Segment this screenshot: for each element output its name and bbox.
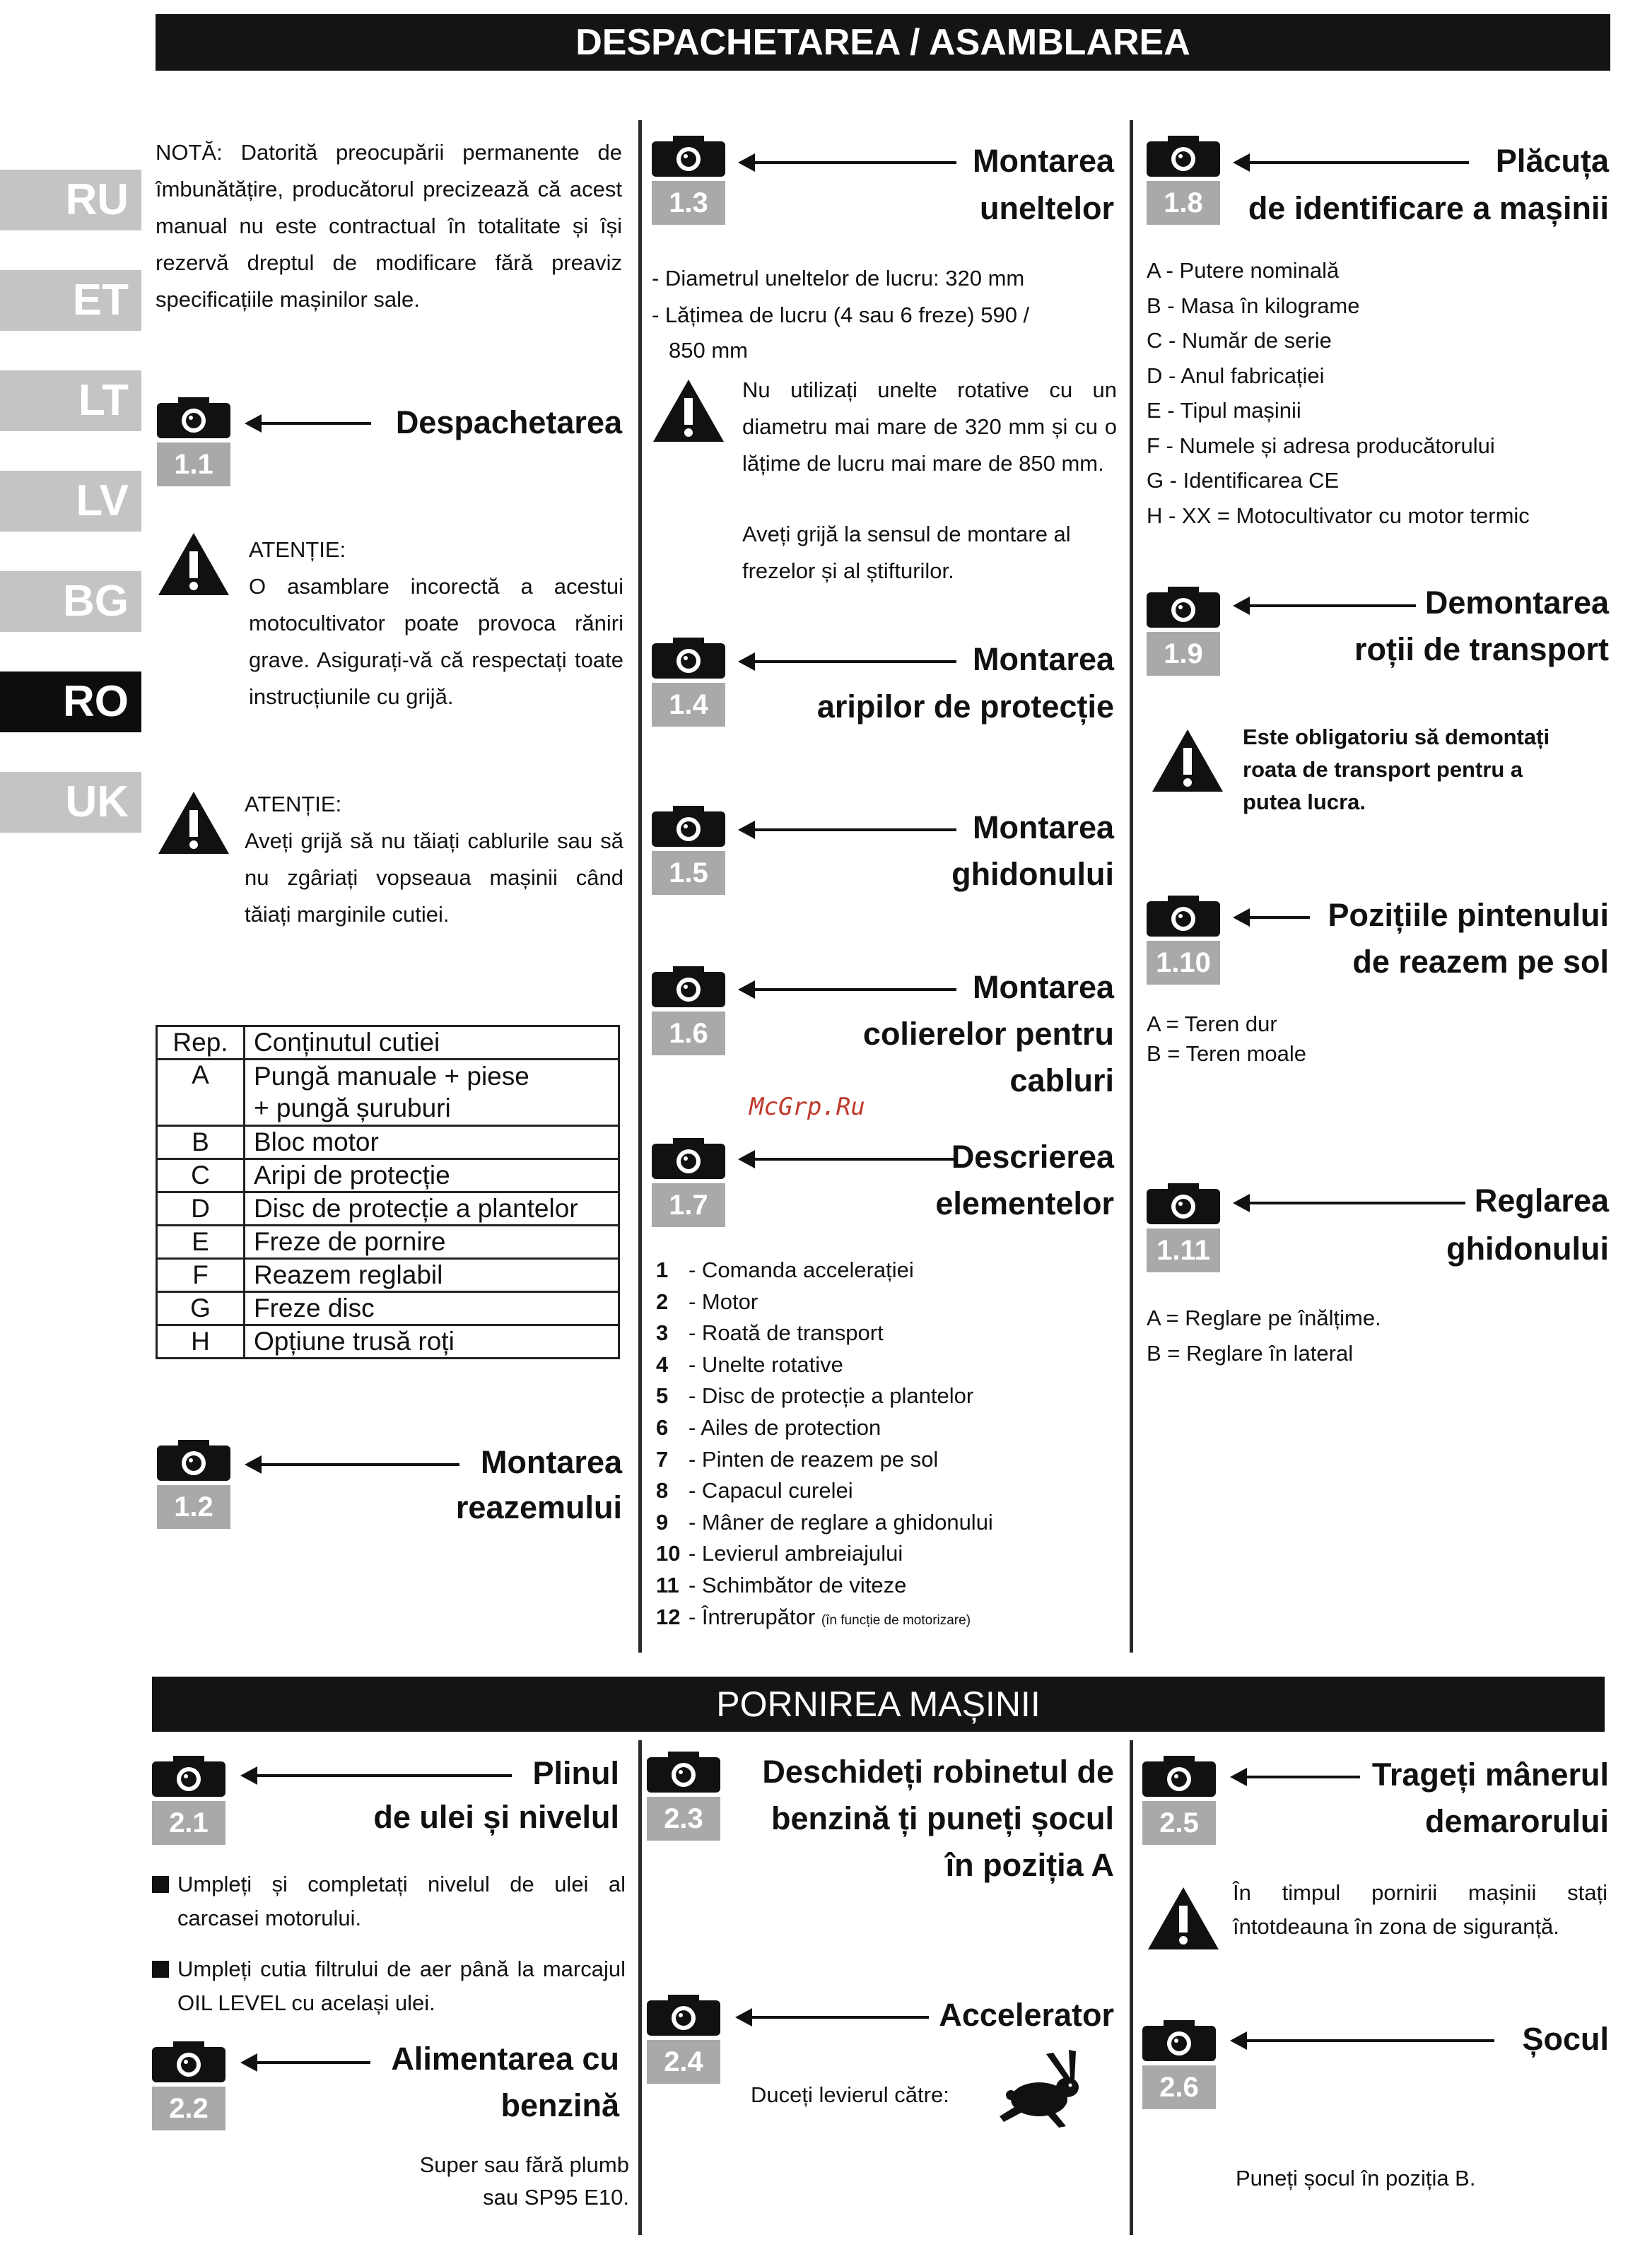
section-title: Alimentarea cu	[391, 2041, 619, 2077]
table-row	[157, 1226, 619, 1259]
list-item: B - Masa în kilograme	[1147, 293, 1360, 318]
table-row	[157, 1292, 619, 1325]
section-title: aripilor de protecție	[816, 688, 1114, 725]
table-cell: G	[157, 1292, 245, 1325]
figure-number: 2.3	[647, 1797, 720, 1841]
list-item: A = Reglare pe înălțime.	[1147, 1306, 1381, 1330]
camera-icon	[1147, 585, 1220, 628]
figure-number: 2.4	[647, 2040, 720, 2084]
watermark: McGrp.Ru	[749, 1093, 865, 1121]
figure-ref-2-4	[647, 1993, 725, 2084]
table-cell: H	[157, 1325, 245, 1359]
section-title: Montarea	[480, 1444, 622, 1480]
fuel-text: sau SP95 E10.	[483, 2185, 629, 2210]
figure-number: 2.1	[152, 1801, 225, 1845]
section-title: uneltelor	[979, 190, 1114, 226]
figure-number: 2.6	[1142, 2065, 1216, 2109]
figure-number: 1.1	[157, 442, 230, 486]
section-title: roții de transport	[1354, 631, 1609, 667]
section-title: reazemului	[455, 1489, 622, 1525]
table-cell: Freze disc	[245, 1292, 619, 1325]
identification-plate-list	[1147, 253, 1613, 533]
camera-icon	[652, 965, 725, 1007]
section-title: Pozițiile pintenului	[1328, 897, 1609, 933]
section-title: ghidonului	[951, 856, 1114, 892]
table-row	[157, 1126, 619, 1159]
terrain-list	[1147, 1009, 1613, 1069]
choke-text: Puneți șocul în poziția B.	[1236, 2166, 1476, 2191]
fuel-text: Super sau fără plumb	[419, 2152, 629, 2177]
element-note: (în funcție de motorizare)	[821, 1612, 971, 1628]
figure-number: 1.7	[652, 1183, 725, 1227]
section-title: elementelor	[935, 1185, 1114, 1221]
spec-line: - Lățimea de lucru (4 sau 6 freze) 590 /	[652, 303, 1030, 327]
list-item: 9 - Mâner de reglare a ghidonului	[656, 1509, 993, 1535]
table-row	[157, 1159, 619, 1192]
camera-icon	[647, 1750, 720, 1793]
lang-tab-lt[interactable]: LT	[0, 370, 141, 431]
spec-line: - Diametrul uneltelor de lucru: 320 mm	[652, 266, 1025, 291]
section-title: Montarea	[972, 809, 1114, 845]
column-divider	[638, 1740, 642, 2235]
warning-icon	[157, 790, 230, 859]
figure-number: 1.9	[1147, 632, 1220, 676]
warning-icon	[652, 378, 725, 447]
figure-ref-2-1	[152, 1754, 230, 1845]
figure-number: 1.3	[652, 181, 725, 225]
adjustment-list	[1147, 1301, 1613, 1371]
camera-icon	[1147, 1182, 1220, 1224]
section-title: benzină	[500, 2087, 619, 2123]
section-title: Descrierea	[951, 1139, 1114, 1175]
camera-icon	[1142, 1754, 1216, 1797]
list-item: E - Tipul mașinii	[1147, 398, 1301, 423]
figure-ref-2-3	[647, 1750, 725, 1841]
oil-instruction: Umpleți cutia filtrului de aer până la marcajul OIL LEVEL cu același ulei.	[152, 1952, 626, 2020]
section-title: Despachetarea	[395, 404, 622, 440]
warning-text: Nu utilizați unelte rotative cu un diametru mai mare de 320 mm și cu o lățime de lucru mai mare de 850 mm.	[742, 377, 1117, 476]
table-cell: Bloc motor	[245, 1126, 619, 1159]
section-title: Montarea	[972, 641, 1114, 677]
elements-list	[656, 1255, 1123, 1636]
figure-ref-1-8	[1147, 134, 1224, 225]
table-cell: Reazem reglabil	[245, 1259, 619, 1292]
oil-instruction: Umpleți și completați nivelul de ulei al carcasei motorului.	[152, 1867, 626, 1935]
figure-ref-1-4	[652, 636, 730, 727]
warning-title: ATENȚIE:	[249, 537, 346, 562]
list-item: 12 - Întrerupător (în funcție de motorizare)	[656, 1604, 971, 1629]
table-cell: B	[157, 1126, 245, 1159]
bullet-icon	[152, 1961, 169, 1978]
figure-number: 1.8	[1147, 181, 1220, 225]
figure-ref-1-11	[1147, 1182, 1224, 1272]
camera-icon	[157, 1438, 230, 1481]
page-header-title: DESPACHETAREA / ASAMBLAREA	[575, 22, 1190, 63]
throttle-text: Duceți levierul către:	[751, 2082, 949, 2107]
list-item: 5 - Disc de protecție a plantelor	[656, 1383, 974, 1409]
table-row	[157, 1192, 619, 1226]
list-item: 3 - Roată de transport	[656, 1320, 884, 1346]
bullet-icon	[152, 1876, 169, 1893]
figure-ref-1-2	[157, 1438, 235, 1529]
section-title: demarorului	[1424, 1803, 1609, 1839]
list-item: A - Putere nominală	[1147, 258, 1340, 283]
warning-title: ATENȚIE:	[245, 792, 342, 816]
box-contents-table	[156, 1025, 620, 1359]
section-title: Demontarea	[1424, 585, 1609, 621]
camera-icon	[652, 636, 725, 679]
list-item: 7 - Pinten de reazem pe sol	[656, 1446, 939, 1472]
list-item: G - Identificarea CE	[1147, 468, 1340, 493]
figure-ref-1-5	[652, 804, 730, 895]
table-cell: F	[157, 1259, 245, 1292]
list-item: 1 - Comanda accelerației	[656, 1257, 914, 1282]
warning-text: În timpul pornirii mașinii stați întotdeauna în zona de siguranță.	[1233, 1880, 1607, 1939]
figure-number: 2.2	[152, 2087, 225, 2130]
warning-icon	[1147, 1886, 1220, 1954]
table-cell: Pungă manuale + piese	[245, 1060, 619, 1093]
figure-ref-1-1	[157, 396, 235, 486]
table-cell: Disc de protecție a plantelor	[245, 1192, 619, 1226]
table-row	[157, 1325, 619, 1359]
list-item: B = Reglare în lateral	[1147, 1340, 1354, 1366]
figure-ref-1-7	[652, 1137, 730, 1227]
list-item: 6 - Ailes de protection	[656, 1414, 881, 1440]
list-item: F - Numele și adresa producătorului	[1147, 433, 1495, 458]
figure-number: 1.4	[652, 683, 725, 727]
camera-icon	[152, 1754, 225, 1797]
section-title: Montarea	[972, 143, 1114, 179]
rabbit-icon	[997, 2048, 1085, 2133]
section-title: ghidonului	[1446, 1231, 1609, 1267]
figure-ref-1-9	[1147, 585, 1224, 676]
section-title: cabluri	[1009, 1062, 1114, 1098]
lang-tab-uk[interactable]: UK	[0, 772, 141, 833]
arrow-icon	[247, 422, 371, 425]
warning-text: Este obligatoriu să demontați roata de transport pentru a putea lucra.	[1243, 725, 1550, 814]
section-title: Plăcuța	[1495, 143, 1609, 179]
camera-icon	[652, 1137, 725, 1179]
table-cell: E	[157, 1226, 245, 1259]
section-title: Deschideți robinetul de	[762, 1754, 1114, 1790]
table-header: Conținutul cutiei	[245, 1026, 619, 1060]
table-header-row	[157, 1026, 619, 1060]
section-title: Accelerator	[939, 1997, 1114, 2033]
list-item: D - Anul fabricației	[1147, 363, 1325, 388]
camera-icon	[1147, 894, 1220, 937]
table-cell: Aripi de protecție	[245, 1159, 619, 1192]
warning-text: O asamblare incorectă a acestui motocultivator poate provoca răniri grave. Asigurați-vă că respectați toate instrucțiunile cu grijă.	[249, 574, 623, 709]
figure-ref-2-2	[152, 2040, 230, 2130]
list-item: H - XX = Motocultivator cu motor termic	[1147, 503, 1530, 528]
camera-icon	[1147, 134, 1220, 177]
table-cell: D	[157, 1192, 245, 1226]
section-header-title: PORNIREA MAȘINII	[716, 1684, 1041, 1724]
arrow-icon	[1233, 2039, 1494, 2042]
figure-number: 1.10	[1147, 941, 1220, 985]
lang-tab-bg[interactable]: BG	[0, 571, 141, 632]
figure-ref-1-10	[1147, 894, 1224, 985]
figure-number: 2.5	[1142, 1801, 1216, 1845]
list-item: 10 - Levierul ambreiajului	[656, 1541, 903, 1566]
lang-tab-ro-active[interactable]: RO	[0, 672, 141, 732]
table-cell: Freze de pornire	[245, 1226, 619, 1259]
figure-number: 1.5	[652, 851, 725, 895]
section-title: în poziția A	[945, 1847, 1114, 1883]
warning-text: Aveți grijă la sensul de montare al frezelor și al știfturilor.	[742, 522, 1071, 583]
warning-icon	[1151, 728, 1224, 797]
section-title: Trageți mânerul	[1371, 1757, 1609, 1793]
camera-icon	[652, 134, 725, 177]
figure-ref-2-5	[1142, 1754, 1220, 1845]
figure-number: 1.6	[652, 1011, 725, 1055]
column-divider	[638, 120, 642, 1653]
table-row	[157, 1060, 619, 1093]
section-title: Plinul	[532, 1755, 619, 1791]
lang-tab-ru[interactable]: RU	[0, 170, 141, 230]
camera-icon	[157, 396, 230, 438]
figure-number: 1.2	[157, 1485, 230, 1529]
figure-number: 1.11	[1147, 1228, 1220, 1272]
list-item: A = Teren dur	[1147, 1011, 1277, 1036]
table-header: Rep.	[157, 1026, 245, 1060]
note-text: NOTĂ: Datorită preocupării permanente de îmbunătățire, producătorul precizează că acest manual nu este contractual în totalitate și își rezervă dreptul de modificare fără preaviz specificațiile mașinilor sale.	[156, 140, 622, 312]
column-divider	[1130, 120, 1133, 1653]
section-title: benzină ți puneți șocul	[771, 1800, 1114, 1836]
spec-line: 850 mm	[669, 338, 748, 363]
section-title: Șocul	[1522, 2021, 1609, 2057]
section-title: colierelor pentru	[862, 1016, 1114, 1052]
figure-ref-2-6	[1142, 2019, 1220, 2109]
list-item: 4 - Unelte rotative	[656, 1351, 843, 1377]
table-cell: Opțiune trusă roți	[245, 1325, 619, 1359]
table-cell: + pungă șuruburi	[245, 1093, 619, 1126]
table-cell	[157, 1093, 245, 1126]
figure-ref-1-6	[652, 965, 730, 1055]
camera-icon	[1142, 2019, 1216, 2061]
table-cell: A	[157, 1060, 245, 1093]
column-divider	[1130, 1740, 1133, 2235]
section-title: de ulei și nivelul	[373, 1799, 619, 1835]
section-title: de identificare a mașinii	[1248, 190, 1609, 226]
list-item: C - Număr de serie	[1147, 328, 1332, 353]
list-item: B = Teren moale	[1147, 1041, 1307, 1066]
arrow-icon	[243, 2061, 370, 2064]
section-title: Reglarea	[1474, 1183, 1609, 1219]
figure-ref-1-3	[652, 134, 730, 225]
lang-tab-et[interactable]: ET	[0, 270, 141, 331]
section-header-bar	[152, 1677, 1605, 1732]
camera-icon	[652, 804, 725, 847]
list-item: 8 - Capacul curelei	[656, 1478, 853, 1503]
table-cell: C	[157, 1159, 245, 1192]
table-row	[157, 1259, 619, 1292]
camera-icon	[647, 1993, 720, 2036]
warning-text: Aveți grijă să nu tăiați cablurile sau să nu zgâriați vopseaua mașinii când tăiați marginile cutiei.	[245, 828, 623, 927]
list-item: 11 - Schimbător de viteze	[656, 1572, 907, 1597]
list-item: 2 - Motor	[656, 1289, 758, 1314]
section-title: Montarea	[972, 969, 1114, 1005]
warning-icon	[157, 532, 230, 600]
lang-tab-lv[interactable]: LV	[0, 471, 141, 532]
page-header-bar	[156, 14, 1610, 71]
section-title: de reazem pe sol	[1352, 944, 1609, 980]
table-row	[157, 1093, 619, 1126]
camera-icon	[152, 2040, 225, 2082]
